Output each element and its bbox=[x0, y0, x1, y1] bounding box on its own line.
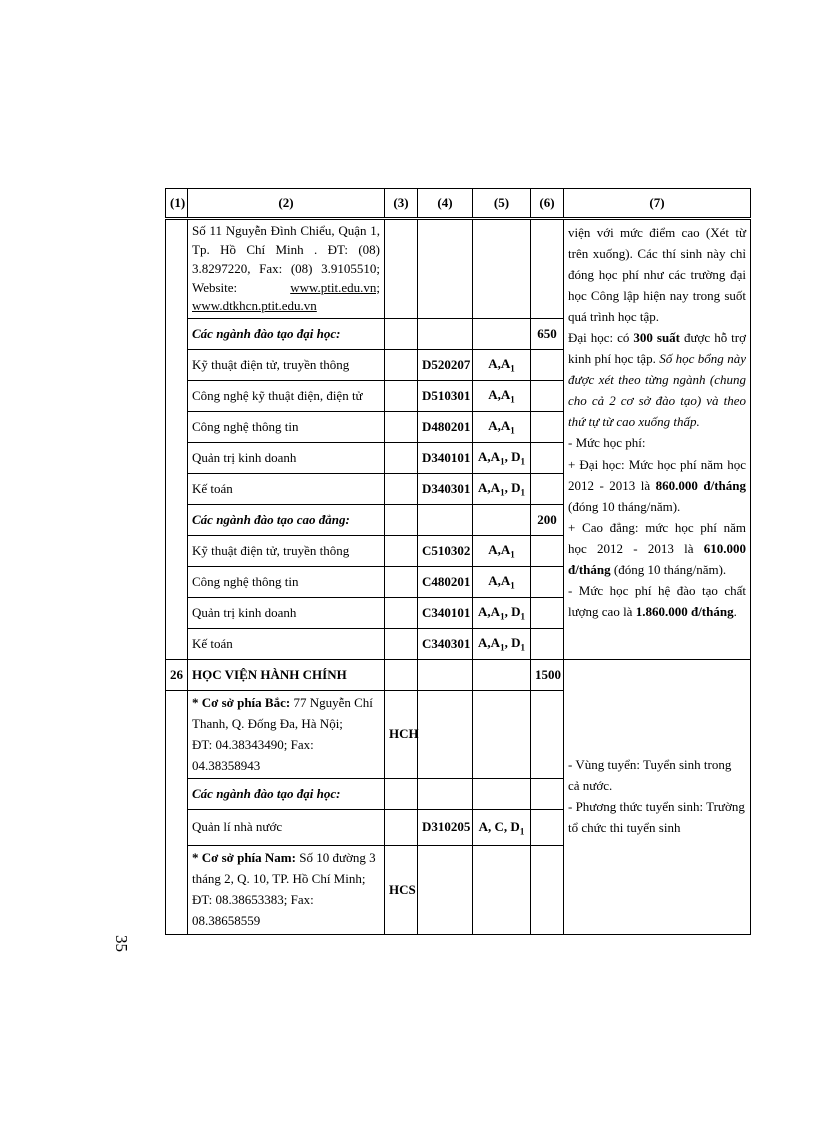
hvhc-total: 1500 bbox=[531, 660, 564, 691]
ptit-univ-heading: Các ngành đào tạo đại học: bbox=[188, 319, 385, 350]
ptit-col-heading: Các ngành đào tạo cao đẳng: bbox=[188, 505, 385, 536]
hvhc-name: HỌC VIỆN HÀNH CHÍNH bbox=[188, 660, 385, 691]
ptit-address: Số 11 Nguyễn Đình Chiểu, Quận 1, Tp. Hồ Chí Minh . ĐT: (08) 3.8297220, Fax: (08) 3.9105510; bbox=[192, 223, 380, 276]
exam-block: $A,A_1$, $D_1$ bbox=[473, 598, 531, 629]
table-header-row bbox=[166, 189, 751, 219]
major-code: C480201 bbox=[418, 567, 473, 598]
hvhc-north-label: * Cơ sở phía Bắc: bbox=[192, 695, 291, 711]
ptit-note-p6: - Mức học phí hệ đào tạo chất lượng cao là 1.860.000 đ/tháng. bbox=[568, 582, 746, 619]
admissions-table bbox=[165, 188, 751, 935]
hvhc-south-cell bbox=[188, 846, 385, 934]
exam-block: $A,A_1$, $D_1$ bbox=[473, 629, 531, 660]
major-name: Kỹ thuật điện tử, truyền thông bbox=[188, 350, 385, 381]
exam-block: $A,A_1$ bbox=[473, 350, 531, 381]
major-name: Quản trị kinh doanh bbox=[188, 598, 385, 629]
ptit-address-cell bbox=[188, 219, 385, 319]
hvhc-south-label: * Cơ sở phía Nam: bbox=[192, 850, 296, 866]
major-name: Quản lí nhà nước bbox=[188, 810, 385, 846]
exam-block: $A,A_1$ bbox=[473, 536, 531, 567]
ptit-website2-link[interactable]: www.dtkhcn.ptit.edu.vn bbox=[192, 298, 317, 314]
exam-block: $A,A_1$ bbox=[473, 381, 531, 412]
hvhc-north-phone: ĐT: 04.38343490; Fax: 04.38358943 bbox=[192, 736, 314, 773]
ptit-address-row bbox=[166, 219, 751, 319]
exam-block: A, C, $D_1$ bbox=[473, 810, 531, 846]
exam-block: $A,A_1$, $D_1$ bbox=[473, 474, 531, 505]
header-col-1: (1) bbox=[166, 189, 188, 219]
major-name: Công nghệ kỹ thuật điện, điện tử bbox=[188, 381, 385, 412]
major-name: Kỹ thuật điện tử, truyền thông bbox=[188, 536, 385, 567]
major-code: C340101 bbox=[418, 598, 473, 629]
ptit-notes-cell bbox=[564, 219, 751, 660]
major-name: Quản trị kinh doanh bbox=[188, 443, 385, 474]
ptit-note-p2: Đại học: có 300 suất được hỗ trợ kinh phí học tập. Số học bổng này được xét theo từng ngành (chung cho cả 2 cơ sở đào tạo) và theo thứ tự từ cao xuống thấp. bbox=[568, 330, 746, 430]
ptit-website-link[interactable]: www.ptit.edu.vn; bbox=[290, 279, 380, 295]
major-name: Công nghệ thông tin bbox=[188, 412, 385, 443]
ptit-note-p3: - Mức học phí: bbox=[568, 435, 646, 451]
page-number: 35 bbox=[112, 935, 131, 952]
hvhc-north-address: 77 Nguyễn Chí Thanh, Q. Đống Đa, Hà Nội; bbox=[192, 695, 373, 732]
ptit-univ-total: 650 bbox=[531, 319, 564, 350]
header-col-6: (6) bbox=[531, 189, 564, 219]
header-col-3: (3) bbox=[385, 189, 418, 219]
hvhc-number: 26 bbox=[166, 660, 188, 691]
major-name: Công nghệ thông tin bbox=[188, 567, 385, 598]
hvhc-south-phone: ĐT: 08.38653383; Fax: 08.38658559 bbox=[192, 892, 314, 928]
hvhc-notes-cell bbox=[564, 660, 751, 934]
major-code: D510301 bbox=[418, 381, 473, 412]
header-col-7: (7) bbox=[564, 189, 751, 219]
hvhc-north-cell bbox=[188, 691, 385, 779]
major-code: C340301 bbox=[418, 629, 473, 660]
exam-block: $A,A_1$ bbox=[473, 567, 531, 598]
major-code: D340301 bbox=[418, 474, 473, 505]
hvhc-north-code: HCH bbox=[385, 691, 418, 779]
ptit-col-total: 200 bbox=[531, 505, 564, 536]
hvhc-note-2: - Phương thức tuyển sinh: Trường tổ chức thi tuyển sinh bbox=[568, 798, 745, 835]
major-code: D480201 bbox=[418, 412, 473, 443]
major-name: Kế toán bbox=[188, 474, 385, 505]
ptit-note-p4: + Đại học: Mức học phí năm học 2012 - 2013 là 860.000 đ/tháng (đóng 10 tháng/năm). bbox=[568, 456, 746, 514]
hvhc-south-address: Số 10 đường 3 tháng 2, Q. 10, TP. Hồ Chí Minh; bbox=[192, 850, 376, 887]
ptit-website-label: Website: bbox=[192, 279, 238, 295]
exam-block: $A,A_1$, $D_1$ bbox=[473, 443, 531, 474]
major-code: C510302 bbox=[418, 536, 473, 567]
major-code: D310205 bbox=[418, 810, 473, 846]
header-col-5: (5) bbox=[473, 189, 531, 219]
header-col-4: (4) bbox=[418, 189, 473, 219]
major-code: D520207 bbox=[418, 350, 473, 381]
ptit-note-p5: + Cao đẳng: mức học phí năm học 2012 - 2013 là 610.000 đ/tháng (đóng 10 tháng/năm). bbox=[568, 519, 746, 577]
hvhc-note-1: - Vùng tuyển: Tuyển sinh trong cả nước. bbox=[568, 757, 732, 794]
hvhc-south-code: HCS bbox=[385, 846, 418, 934]
header-col-2: (2) bbox=[188, 189, 385, 219]
exam-block: $A,A_1$ bbox=[473, 412, 531, 443]
major-code: D340101 bbox=[418, 443, 473, 474]
hvhc-title-row bbox=[166, 660, 751, 691]
hvhc-univ-heading: Các ngành đào tạo đại học: bbox=[188, 779, 385, 810]
major-name: Kế toán bbox=[188, 629, 385, 660]
ptit-note-p1: viện với mức điểm cao (Xét từ trên xuống). Các thí sinh này chỉ đóng học phí như các trường đại học Công lập hiện nay trong suốt quá trình học tập. bbox=[568, 225, 746, 325]
